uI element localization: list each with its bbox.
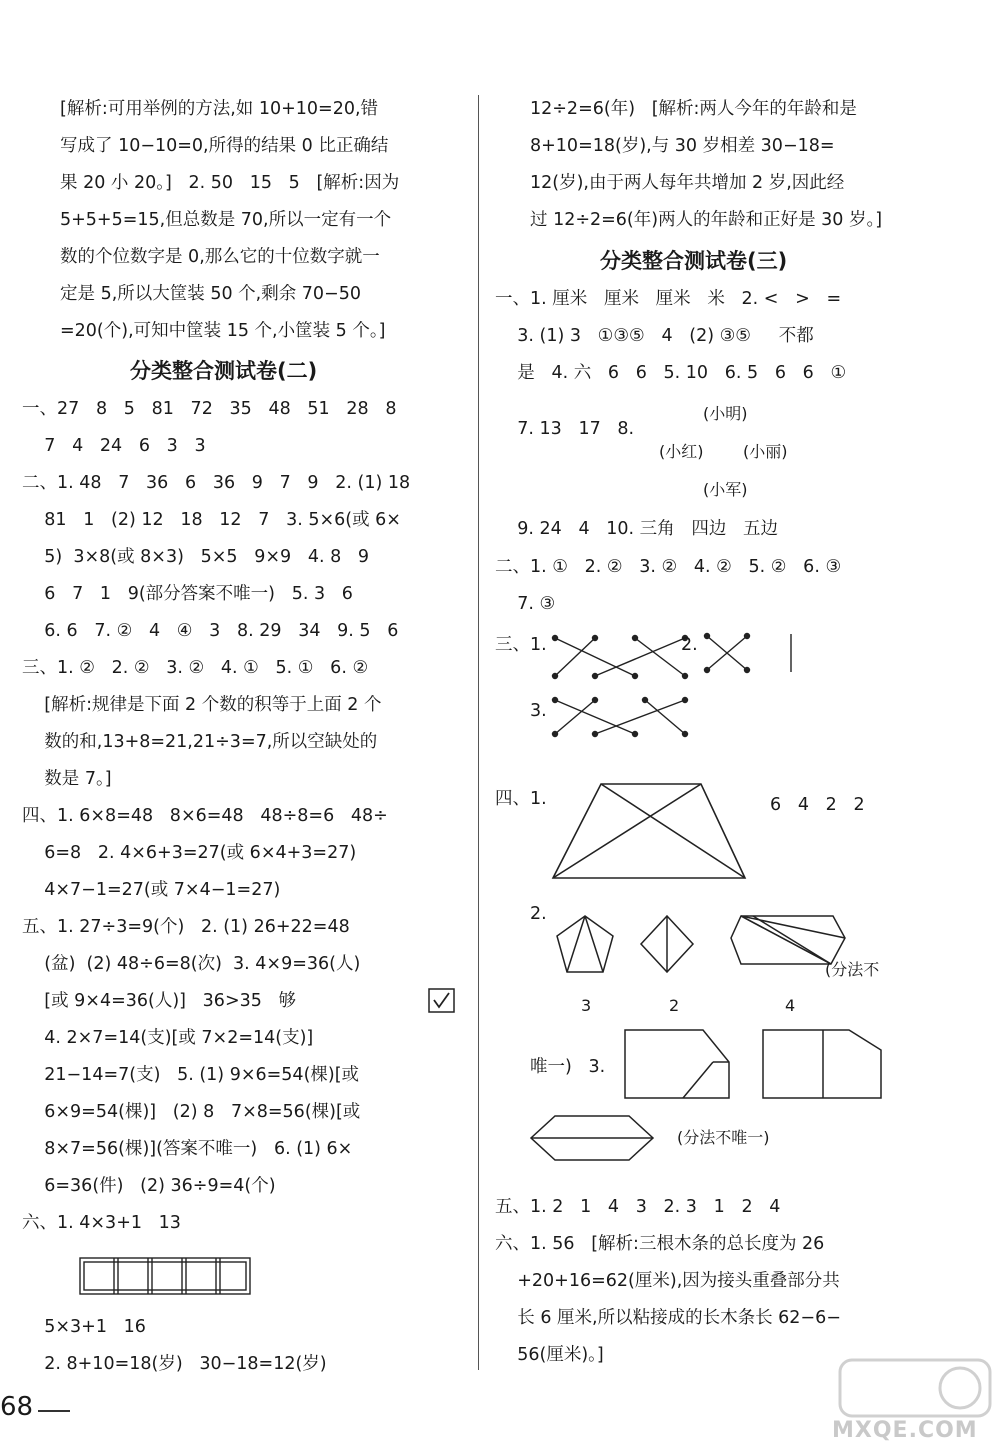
name-label: (小明) xyxy=(703,404,748,423)
text-line: 六、1. 4×3+1 13 xyxy=(22,1213,181,1233)
text-line: 数是 7。] xyxy=(22,769,112,789)
text-line: 唯一) 3. xyxy=(530,1057,606,1077)
text-line: 4. 2×7=14(支)[或 7×2=14(支)] xyxy=(22,1028,314,1048)
text-line: 四、1. xyxy=(495,789,547,809)
text-line: 一、27 8 5 81 72 35 48 51 28 8 xyxy=(22,399,397,419)
checkmark-box-icon xyxy=(428,988,456,1014)
text-line: 3. xyxy=(530,701,547,721)
text-line: 5) 3×8(或 8×3) 5×5 9×9 4. 8 9 xyxy=(22,547,370,567)
text-line: 6×9=54(棵)] (2) 8 7×8=56(棵)[或 xyxy=(22,1102,361,1122)
trapezoid-diagonals-figure xyxy=(547,778,753,886)
text-line: 三、1. ② 2. ② 3. ② 4. ① 5. ① 6. ② xyxy=(22,658,369,678)
text-line: +20+16=62(厘米),因为接头重叠部分共 xyxy=(495,1271,840,1291)
name-label: (小丽) xyxy=(743,442,788,461)
watermark-text: MXQE.COM xyxy=(832,1418,978,1443)
line-matching-figure xyxy=(545,628,695,690)
text-line: 2. 8+10=18(岁) 30−18=12(岁) xyxy=(22,1354,327,1374)
text-line: 三、1. xyxy=(495,635,547,655)
text-line: 是 4. 六 6 6 5. 10 6. 5 6 6 ① xyxy=(495,363,847,383)
text-line: 7 4 24 6 3 3 xyxy=(22,436,206,456)
section-heading: 分类整合测试卷(三) xyxy=(600,249,788,273)
text-line: 12(岁),由于两人每年共增加 2 岁,因此经 xyxy=(530,173,845,193)
page-dash xyxy=(38,1410,70,1412)
text-line: 6 7 1 9(部分答案不唯一) 5. 3 6 xyxy=(22,584,353,604)
text-line: 数的和,13+8=21,21÷3=7,所以空缺处的 xyxy=(22,732,378,752)
text-line: 8+10=18(岁),与 30 岁相差 30−18= xyxy=(530,136,835,156)
matchstick-squares-figure xyxy=(78,1254,258,1298)
section-heading: 分类整合测试卷(二) xyxy=(130,359,318,383)
count-label: 4 xyxy=(785,996,796,1015)
text-line: =20(个),可知中筐装 15 个,小筐装 5 个。] xyxy=(60,321,386,341)
count-label: 2 xyxy=(669,996,680,1015)
text-line: 二、1. 48 7 36 6 36 9 7 9 2. (1) 18 xyxy=(22,473,411,493)
text-line: [解析:规律是下面 2 个数的积等于上面 2 个 xyxy=(22,695,382,715)
text-line: 2. xyxy=(681,635,698,655)
text-line: 7. 13 17 8. xyxy=(495,419,635,439)
text-line: [或 9×4=36(人)] 36>35 够 xyxy=(22,991,297,1011)
rectangle-division-figures xyxy=(623,1026,885,1102)
text-line: 6=8 2. 4×6+3=27(或 6×4+3=27) xyxy=(22,843,357,863)
text-line: 二、1. ① 2. ② 3. ② 4. ② 5. ② 6. ③ xyxy=(495,557,842,577)
text-line: 3. (1) 3 ①③⑤ 4 (2) ③⑤ 不都 xyxy=(495,326,814,346)
text-line: 8×7=56(棵)](答案不唯一) 6. (1) 6× xyxy=(22,1139,353,1159)
column-divider xyxy=(478,95,479,1370)
text-line: 12÷2=6(年) [解析:两人今年的年龄和是 xyxy=(530,99,857,119)
text-line: 7. ③ xyxy=(495,594,556,614)
line-matching-figure xyxy=(699,630,809,680)
text-line: 5+5+5=15,但总数是 70,所以一定有一个 xyxy=(60,210,392,230)
note-label: (分法不 xyxy=(825,960,880,979)
text-line: 4×7−1=27(或 7×4−1=27) xyxy=(22,880,281,900)
name-label: (小军) xyxy=(703,480,748,499)
hexagon-division-figure xyxy=(527,1112,657,1164)
text-line: 数的个位数字是 0,那么它的十位数字就一 xyxy=(60,247,380,267)
text-line: 过 12÷2=6(年)两人的年龄和正好是 30 岁。] xyxy=(530,210,883,230)
text-line: 9. 24 4 10. 三角 四边 五边 xyxy=(495,519,779,539)
text-line: 81 1 (2) 12 18 12 7 3. 5×6(或 6× xyxy=(22,510,401,530)
text-line: 长 6 厘米,所以粘接成的长木条长 62−6− xyxy=(495,1308,841,1328)
text-line: 5×3+1 16 xyxy=(22,1317,146,1337)
text-line: [解析:可用举例的方法,如 10+10=20,错 xyxy=(60,99,379,119)
text-line: 六、1. 56 [解析:三根木条的总长度为 26 xyxy=(495,1234,825,1254)
text-line: (盆) (2) 48÷6=8(次) 3. 4×9=36(人) xyxy=(22,954,361,974)
line-matching-figure xyxy=(545,692,695,742)
text-line: 四、1. 6×8=48 8×6=48 48÷8=6 48÷ xyxy=(22,806,388,826)
text-line: 果 20 小 20。] 2. 50 15 5 [解析:因为 xyxy=(60,173,400,193)
count-label: 3 xyxy=(581,996,592,1015)
page-number: 68 xyxy=(0,1392,34,1422)
text-line: 定是 5,所以大筐装 50 个,剩余 70−50 xyxy=(60,284,361,304)
text-line: 6=36(件) (2) 36÷9=4(个) xyxy=(22,1176,276,1196)
text-line: 6. 6 7. ② 4 ④ 3 8. 29 34 9. 5 6 xyxy=(22,621,399,641)
text-line: 56(厘米)。] xyxy=(495,1345,604,1365)
text-line: 21−14=7(支) 5. (1) 9×6=54(棵)[或 xyxy=(22,1065,360,1085)
text-line: 6 4 2 2 xyxy=(770,795,865,815)
text-line: 2. xyxy=(530,904,547,924)
note-label: (分法不唯一) xyxy=(677,1128,770,1147)
text-line: 一、1. 厘米 厘米 厘米 米 2. < > = xyxy=(495,289,842,309)
polygon-division-figures xyxy=(555,908,855,980)
text-line: 五、1. 2 1 4 3 2. 3 1 2 4 xyxy=(495,1197,781,1217)
name-label: (小红) xyxy=(659,442,704,461)
text-line: 五、1. 27÷3=9(个) 2. (1) 26+22=48 xyxy=(22,917,350,937)
text-line: 写成了 10−10=0,所得的结果 0 比正确结 xyxy=(60,136,389,156)
